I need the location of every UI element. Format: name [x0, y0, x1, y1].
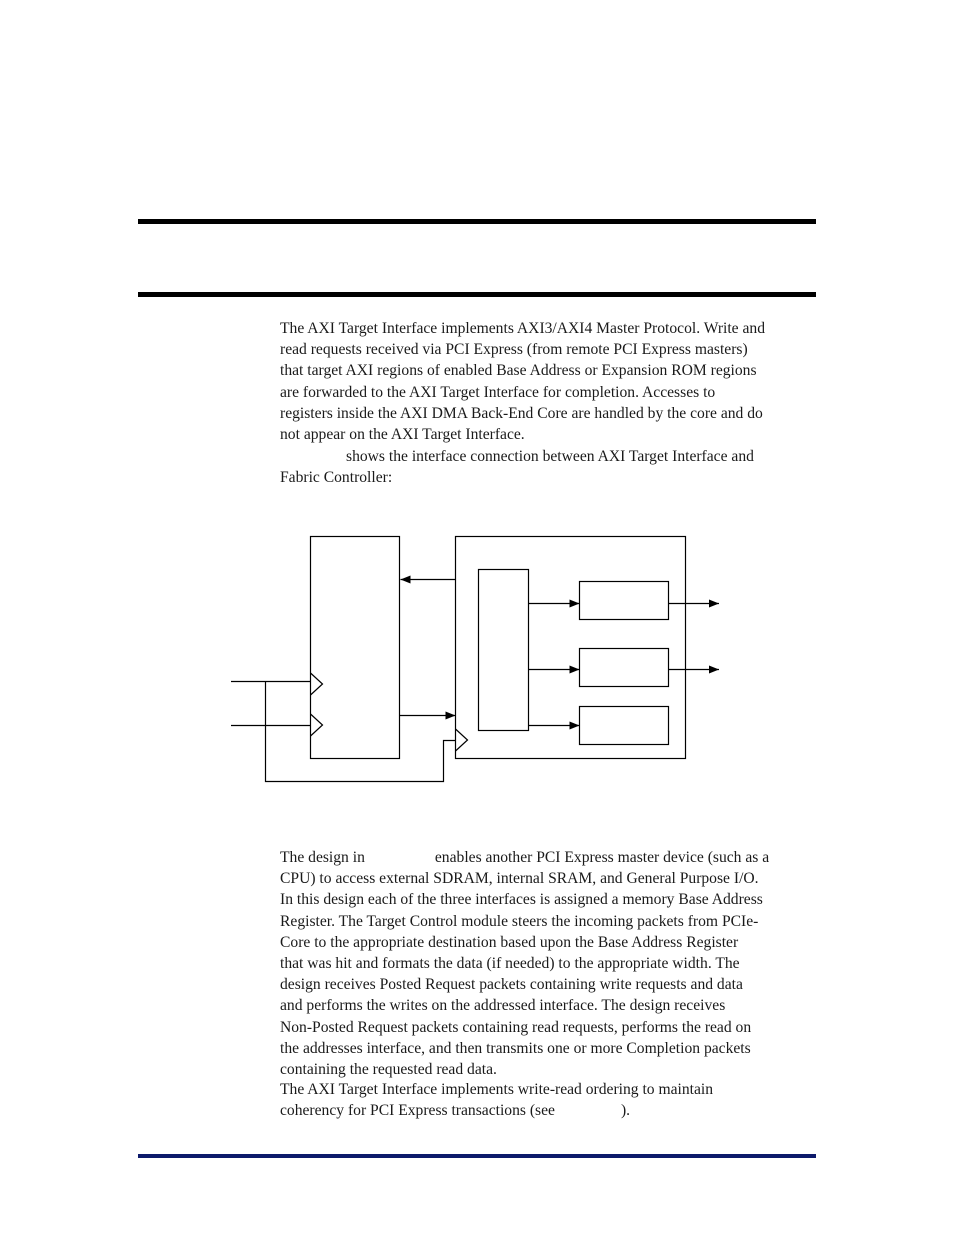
intro-line-4: are forwarded to the AXI Target Interface for completion. Accesses to: [280, 383, 716, 401]
design-line-4: Register. The Target Control module steers the incoming packets from PCIe-: [280, 912, 759, 930]
ordering-line-2-start: coherency for PCI Express transactions (see: [280, 1102, 555, 1120]
intro-line-2: read requests received via PCI Express (from remote PCI Express masters): [280, 341, 748, 359]
feedback-path: [266, 682, 456, 782]
intro-line-3: that target AXI regions of enabled Base Address or Expansion ROM regions: [280, 362, 757, 380]
left-block-input-triangle-1: [311, 673, 323, 695]
intro-line-6: not appear on the AXI Target Interface.: [280, 426, 525, 444]
destination-block-2: [580, 649, 669, 687]
ordering-paragraph: [280, 1079, 820, 1121]
figure-reference-text: shows the interface connection between AXI Target Interface and: [346, 448, 754, 465]
intro-line-1: The AXI Target Interface implements AXI3/AXI4 Master Protocol. Write and: [280, 320, 766, 337]
destination-block-1: [580, 582, 669, 620]
design-line-3: In this design each of the three interfaces is assigned a memory Base Address: [280, 891, 763, 909]
design-line-1-start: The design in: [280, 849, 365, 866]
ordering-line-2-end: ).: [620, 1102, 631, 1120]
design-line-5: Core to the appropriate destination based upon the Base Address Register: [280, 933, 739, 951]
design-line-2: CPU) to access external SDRAM, internal SRAM, and General Purpose I/O.: [280, 870, 759, 888]
design-line-9: Non-Posted Request packets containing read requests, performs the read on: [280, 1018, 752, 1036]
design-line-7: design receives Posted Request packets containing write requests and data: [280, 976, 743, 994]
left-block-input-triangle-2: [311, 714, 323, 736]
left-module-block: [311, 537, 400, 759]
inner-control-block: [479, 570, 529, 731]
design-line-1: [280, 847, 820, 868]
design-line-8: and performs the writes on the addressed interface. The design receives: [280, 997, 726, 1015]
design-line-10: the addresses interface, and then transmits one or more Completion packets: [280, 1039, 751, 1057]
intro-line-5: registers inside the AXI DMA Back-End Core are handled by the core and do: [280, 404, 763, 422]
footer-rule: [138, 1154, 816, 1158]
figure-reference-line-2: Fabric Controller:: [280, 469, 393, 487]
design-line-6: that was hit and formats the data (if needed) to the appropriate width. The: [280, 955, 740, 973]
design-description-paragraph: [280, 847, 820, 1080]
ordering-line-2: [280, 1100, 820, 1121]
destination-block-3: [580, 707, 669, 745]
right-block-input-triangle: [456, 729, 468, 751]
ordering-line-1: The AXI Target Interface implements write-read ordering to maintain: [280, 1081, 714, 1098]
design-line-11: containing the requested read data.: [280, 1061, 497, 1079]
design-line-1-end: enables another PCI Express master device (such as a: [434, 849, 770, 866]
